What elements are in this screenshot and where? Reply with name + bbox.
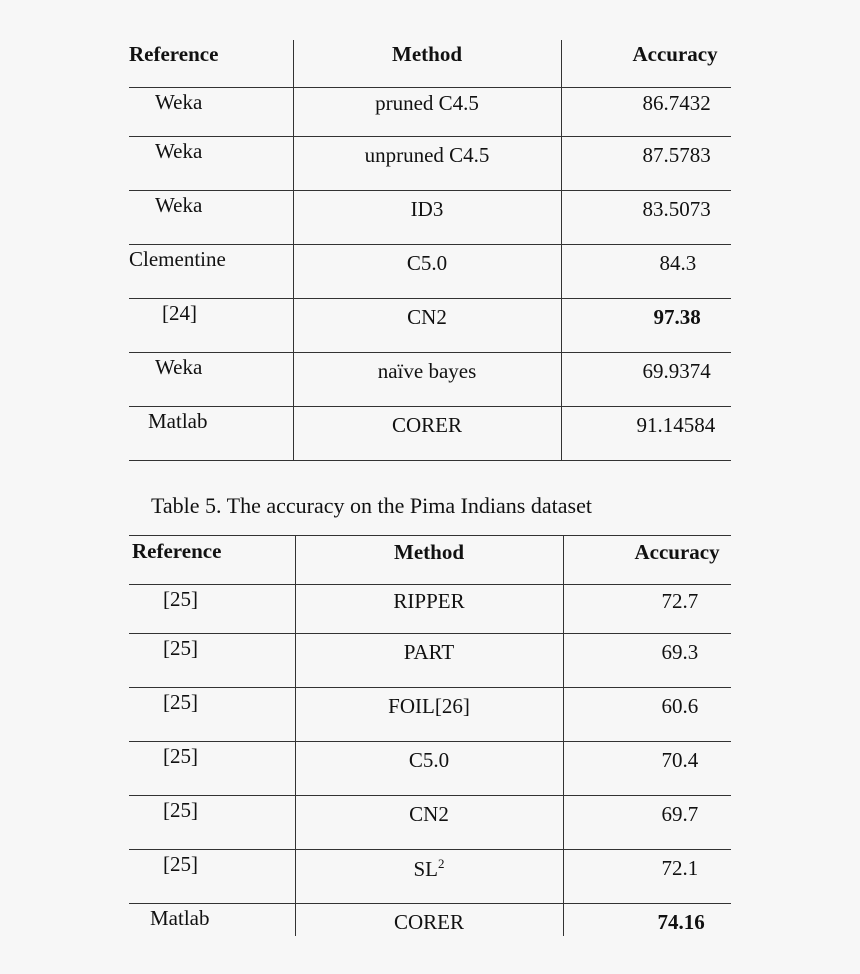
cell-method: RIPPER [393,589,465,613]
method-text: SL [413,857,438,881]
cell-method: pruned C4.5 [375,90,479,115]
table-row [129,585,731,634]
cell-accuracy: 72.1 [661,856,699,880]
table-row [129,298,731,352]
cell-reference: [24] [162,300,197,325]
table-row [129,796,731,850]
table-row [129,352,731,406]
cell-reference: [25] [163,798,198,822]
cell-method: CORER [391,412,462,437]
cell-accuracy: 70.4 [661,748,699,772]
table-row [129,688,731,742]
cell-accuracy: 69.3 [661,640,699,664]
cell-reference: Weka [155,354,203,379]
cell-method: FOIL[26] [388,694,470,718]
cell-method: PART [403,640,455,664]
cell-method: CORER [393,910,464,934]
method-superscript: 2 [438,856,445,871]
results-table-1 [129,40,731,461]
table-row [129,244,731,298]
cell-reference: [25] [163,690,198,714]
cell-method: C5.0 [408,748,450,772]
cell-accuracy: 60.6 [661,694,699,718]
table-caption: Table 5. The accuracy on the Pima Indians dataset [151,493,592,518]
cell-reference: [25] [163,744,198,768]
cell-reference: [25] [163,587,198,611]
cell-reference: Matlab [150,906,210,930]
cell-method [296,850,563,882]
cell-reference: Weka [155,192,203,217]
header-method: Method [394,540,464,564]
cell-method: naïve bayes [377,358,477,383]
header-accuracy: Accuracy [634,540,720,564]
cell-accuracy-best: 97.38 [653,304,701,329]
header-reference: Reference [129,42,219,66]
cell-method: CN2 [407,304,447,329]
cell-accuracy: 86.7432 [642,90,711,115]
cell-method: ID3 [410,196,444,221]
table-row [129,850,731,904]
cell-method: CN2 [409,802,449,826]
cell-reference: Clementine [129,246,226,271]
table-row [129,136,731,190]
results-table-pima [129,535,731,936]
header-reference: Reference [132,539,222,563]
cell-reference: Weka [155,138,203,163]
table-row [129,87,731,136]
cell-accuracy: 91.14584 [636,412,716,437]
table-row [129,904,731,936]
cell-accuracy: 83.5073 [642,196,711,221]
cell-reference: Matlab [148,408,208,433]
cell-accuracy-best: 74.16 [657,910,705,934]
cell-accuracy: 69.7 [661,802,699,826]
header-accuracy: Accuracy [632,42,718,66]
table-row [129,406,731,460]
table-row [129,634,731,688]
table-header-row [129,40,731,87]
cell-method: unpruned C4.5 [364,142,490,167]
cell-accuracy: 69.9374 [642,358,711,383]
cell-accuracy: 84.3 [659,250,697,275]
header-method: Method [392,42,462,66]
cell-method: C5.0 [406,250,448,275]
table-row [129,742,731,796]
cell-reference: [25] [163,636,198,660]
cell-reference: Weka [155,89,203,114]
table-row [129,190,731,244]
cell-reference: [25] [163,852,198,876]
cell-accuracy: 87.5783 [642,142,711,167]
cell-accuracy: 72.7 [661,589,699,613]
table-header-row [129,536,731,585]
